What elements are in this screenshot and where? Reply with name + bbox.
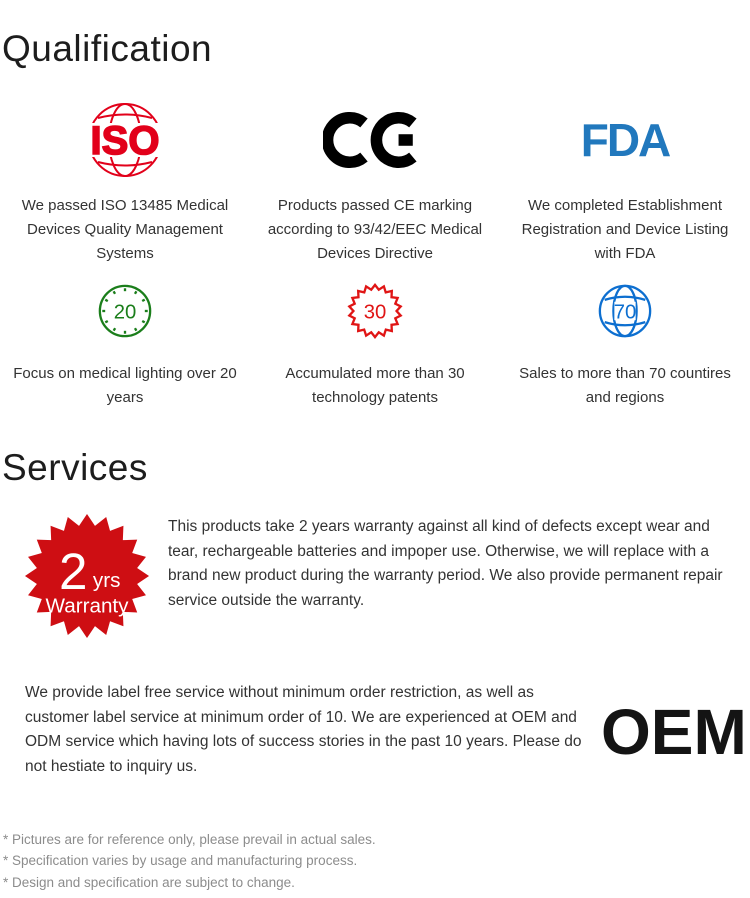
oem-section — [0, 678, 750, 798]
svg-text:70: 70 — [613, 301, 637, 324]
stat-badges-row — [0, 281, 750, 341]
stat-captions-row — [0, 362, 750, 410]
qualification-title: Qualification — [2, 28, 213, 69]
clock-caption: Focus on medical lighting over 20 years — [13, 365, 237, 406]
ce-logo-icon — [323, 100, 427, 180]
svg-text:30: 30 — [363, 301, 387, 324]
svg-text:ISO: ISO — [90, 119, 160, 163]
footnotes — [3, 829, 376, 893]
footnote-design: * Design and specification are subject to change. — [3, 874, 295, 890]
warranty-section — [0, 505, 750, 675]
iso-logo-icon — [74, 100, 176, 180]
oem-label: OEM — [601, 696, 747, 768]
fda-column — [500, 100, 750, 180]
seal-caption: Accumulated more than 30 technology patents — [285, 365, 465, 406]
certification-logos-row — [0, 100, 750, 180]
iso-caption: We passed ISO 13485 Medical Devices Quality Management Systems — [21, 197, 229, 262]
certification-captions-row — [0, 194, 750, 266]
ce-column — [250, 100, 500, 180]
iso-column — [0, 100, 250, 180]
fda-caption: We completed Establishment Registration and Device Listing with FDA — [521, 197, 729, 262]
warranty-2yrs-badge-icon — [23, 507, 151, 652]
services-title: Services — [2, 447, 148, 488]
globe-caption: Sales to more than 70 countires and regions — [519, 365, 731, 406]
warranty-description: This products take 2 years warranty against all kind of defects except wear and tear, rechargeable batteries and impoper use. Otherwise, we will replace with a brand new product during the warranty period. We also provide permanent repair service outside the warranty. — [168, 518, 723, 609]
svg-text:Warranty: Warranty — [45, 594, 129, 618]
svg-text:20: 20 — [113, 301, 137, 324]
fda-logo-icon: FDA — [580, 114, 670, 166]
svg-text:2: 2 — [58, 542, 88, 600]
seal-30-icon — [346, 281, 404, 341]
oem-description: We provide label free service without minimum order restriction, as well as customer label service at minimum order of 10. We are experienced at OEM and ODM service which having lots of success stories in the past 10 years. Please do not hestiate to inquiry us. — [25, 684, 582, 775]
svg-text:yrs: yrs — [92, 568, 121, 592]
footnote-specification: * Specification varies by usage and manufacturing process. — [3, 853, 358, 869]
clock-20-icon — [96, 281, 154, 341]
footnote-pictures: * Pictures are for reference only, please prevail in actual sales. — [3, 832, 376, 847]
globe-70-icon — [596, 281, 654, 341]
ce-caption: Products passed CE marking according to 93/42/EEC Medical Devices Directive — [267, 197, 483, 262]
